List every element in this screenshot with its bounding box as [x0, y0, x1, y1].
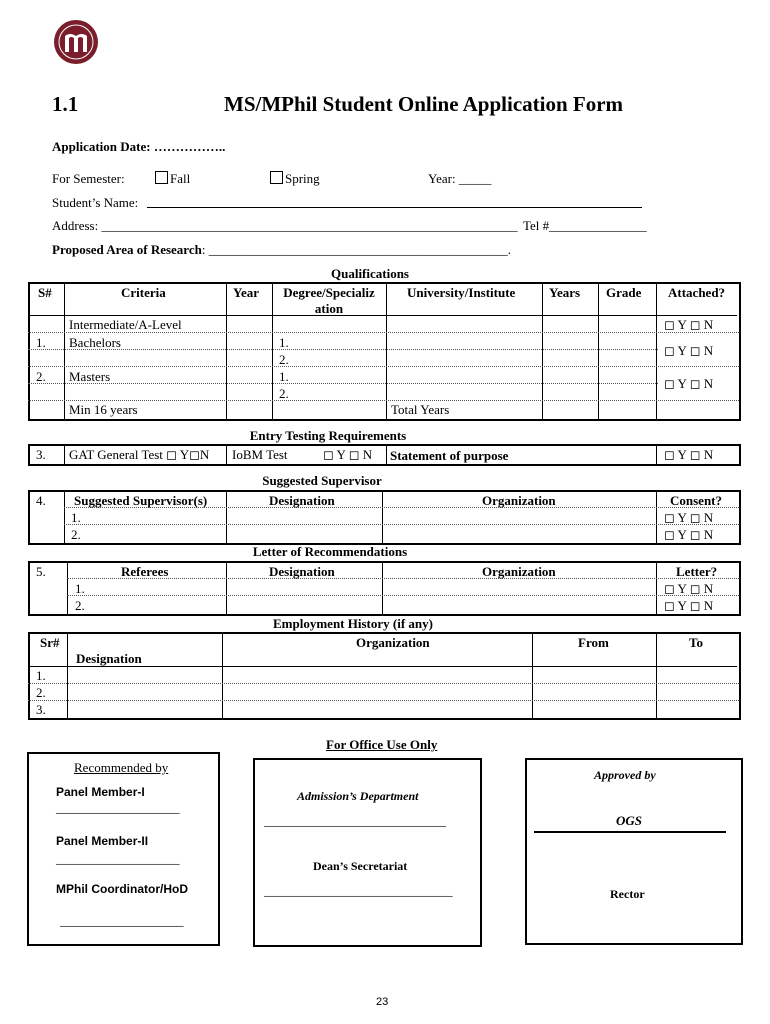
year-field[interactable]: Year: _____: [428, 171, 492, 186]
degree-line: 2.: [279, 386, 289, 401]
signature-line[interactable]: ___________________: [60, 913, 184, 928]
research-label: Proposed Area of Research: [52, 242, 202, 257]
referee-row: 1.: [75, 581, 85, 596]
col-letter: Letter?: [676, 564, 718, 579]
col-designation: Designation: [269, 564, 335, 579]
col-to: To: [689, 635, 703, 650]
col-degree: Degree/Specializ ation: [283, 285, 375, 316]
admissions-box: [253, 758, 482, 947]
employment-title: Employment History (if any): [273, 616, 433, 631]
employment-row: 2.: [36, 685, 46, 700]
deans-secretariat: Dean’s Secretariat: [313, 859, 408, 873]
supervisor-sno: 4.: [36, 493, 46, 508]
letters-sno: 5.: [36, 564, 46, 579]
approved-by: Approved by: [594, 768, 656, 782]
row-bachelors: Bachelors: [69, 335, 121, 350]
qualifications-title: Qualifications: [330, 266, 409, 281]
mphil-coordinator: MPhil Coordinator/HoD: [56, 882, 188, 896]
col-from: From: [578, 635, 609, 650]
col-criteria: Criteria: [121, 285, 166, 300]
row-intermediate: Intermediate/A-Level: [69, 317, 182, 332]
approval-box: [525, 758, 743, 945]
total-years: Total Years: [391, 402, 450, 417]
letter-yn[interactable]: ◻ Y ◻ N: [664, 581, 714, 596]
col-year: Year: [233, 285, 259, 300]
sop-label: Statement of purpose: [390, 448, 509, 463]
col-supervisor: Suggested Supervisor(s): [74, 493, 208, 508]
col-university: University/Institute: [407, 285, 516, 300]
iobm-test-label: IoBM Test: [232, 447, 288, 462]
consent-yn[interactable]: ◻ Y ◻ N: [664, 510, 714, 525]
letter-yn[interactable]: ◻ Y ◻ N: [664, 598, 714, 613]
ogs-label: OGS: [616, 813, 643, 828]
signature-line[interactable]: _____________________________: [264, 883, 453, 898]
col-consent: Consent?: [670, 493, 723, 508]
page-number: 23: [376, 996, 389, 1008]
signature-line[interactable]: ___________________: [56, 851, 180, 866]
degree-line: 2.: [279, 352, 289, 367]
admissions-dept: Admission’s Department: [297, 789, 419, 803]
supervisor-row: 1.: [71, 510, 81, 525]
attached-yn[interactable]: ◻ Y ◻ N: [664, 376, 714, 391]
col-grade: Grade: [606, 285, 642, 300]
entry-title: Entry Testing Requirements: [249, 428, 407, 443]
row-sno: 1.: [36, 335, 46, 350]
tel-field[interactable]: Tel #_______________: [523, 218, 647, 233]
employment-row: 1.: [36, 668, 46, 683]
attached-yn[interactable]: ◻ Y ◻ N: [664, 343, 714, 358]
entry-sno: 3.: [36, 447, 46, 462]
consent-yn[interactable]: ◻ Y ◻ N: [664, 527, 714, 542]
col-years: Years: [549, 285, 581, 300]
referee-row: 2.: [75, 598, 85, 613]
institute-logo: [46, 18, 106, 66]
col-referees: Referees: [121, 564, 169, 579]
semester-label: For Semester:: [52, 171, 125, 186]
col-sno: S#: [38, 285, 52, 300]
panel-member-2: Panel Member-II: [56, 834, 149, 848]
page-title: MS/MPhil Student Online Application Form: [224, 92, 624, 116]
recommended-by: Recommended by: [74, 760, 169, 775]
gat-test[interactable]: GAT General Test ◻ Y◻N: [69, 447, 210, 462]
ogs-signature-line[interactable]: [534, 831, 726, 833]
application-date[interactable]: Application Date: ……………..: [52, 139, 226, 154]
attached-yn[interactable]: ◻ Y ◻ N: [664, 317, 714, 332]
spring-checkbox[interactable]: [270, 171, 320, 187]
panel-member-1: Panel Member-I: [56, 785, 145, 799]
spring-label: Spring: [285, 171, 320, 186]
research-field[interactable]: : ______________________________________________.: [201, 242, 511, 257]
degree-line: 1.: [279, 369, 289, 384]
employment-row: 3.: [36, 702, 46, 717]
col-organization: Organization: [482, 493, 556, 508]
address-field[interactable]: Address: ________________________________________________________________: [52, 218, 518, 233]
signature-line[interactable]: ____________________________: [264, 813, 446, 828]
section-number: 1.1: [52, 92, 79, 116]
col-designation: Designation: [269, 493, 335, 508]
row-sno: 2.: [36, 369, 46, 384]
office-use-title: For Office Use Only: [326, 737, 438, 752]
iobm-yn[interactable]: ◻ Y ◻ N: [323, 447, 373, 462]
col-srno: Sr#: [40, 635, 60, 650]
row-masters: Masters: [69, 369, 111, 384]
supervisor-row: 2.: [71, 527, 81, 542]
col-attached: Attached?: [668, 285, 726, 300]
sop-yn[interactable]: ◻ Y ◻ N: [664, 447, 714, 462]
col-organization: Organization: [356, 635, 430, 650]
row-min16: Min 16 years: [69, 402, 138, 417]
signature-line[interactable]: ___________________: [56, 800, 180, 815]
letters-title: Letter of Recommendations: [252, 544, 408, 559]
rector-label: Rector: [610, 887, 645, 901]
supervisor-title: Suggested Supervisor: [262, 473, 382, 488]
student-name-field[interactable]: [147, 207, 642, 208]
col-organization: Organization: [482, 564, 556, 579]
student-name-label: Student’s Name:: [52, 195, 139, 210]
fall-checkbox[interactable]: [155, 171, 190, 187]
degree-line: 1.: [279, 335, 289, 350]
fall-label: Fall: [170, 171, 191, 186]
col-designation: Designation: [76, 651, 142, 666]
